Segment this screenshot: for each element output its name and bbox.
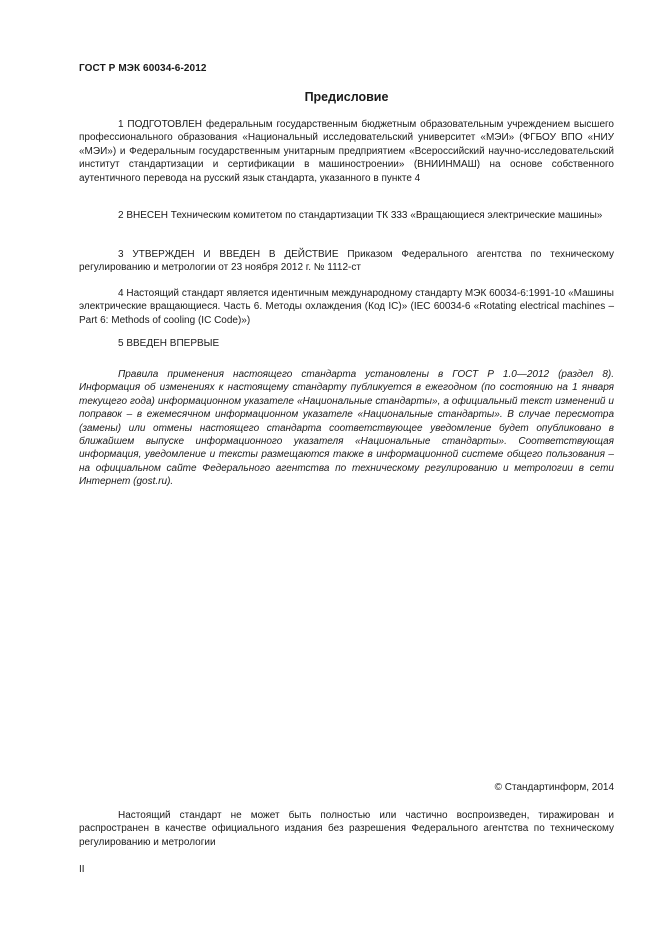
foreword-item-2-submitted: 2 ВНЕСЕН Техническим комитетом по стандартизации ТК 333 «Вращающиеся электрические машины»: [118, 210, 603, 221]
standard-code-header: ГОСТ Р МЭК 60034-6-2012: [79, 63, 207, 74]
application-rules-note: Правила применения настоящего стандарта установлены в ГОСТ Р 1.0—2012 (раздел 8). Информация об изменениях к настоящему стандарту публикуется в ежегодном (по состоянию на 1 января текущего года) информационном указателе «Национальные стандарты», а официальный текст изменений и поправок – в ежемесячном информационном указателе «Национальные стандарты». В случае пересмотра (замены) или отмены настоящего стандарта соответствующее уведомление будет опубликовано в ближайшем выпуске информационного указателя «Национальные стандарты». Соответствующая информация, уведомление и тексты размещаются также в информационной системе общего пользования – на официальном сайте Федерального агентства по техническому регулированию и метрологии в сети Интернет (gost.ru).: [79, 369, 614, 488]
page-number: II: [79, 864, 85, 875]
foreword-item-1-prepared: 1 ПОДГОТОВЛЕН федеральным государственным бюджетным образовательным учреждением высшего профессионального образования «Национальный исследовательский университет «МЭИ» (ФГБОУ ВПО «НИУ «МЭИ») и Федеральным государственным унитарным предприятием «Всероссийский научно-исследовательский институт стандартизации и сертификации в машиностроении» (ВНИИНМАШ) на основе собственного аутентичного перевода на русский язык стандарта, указанного в пункте 4: [79, 119, 614, 184]
copyright-notice: © Стандартинформ, 2014: [494, 782, 614, 793]
foreword-item-4-identical-standard: 4 Настоящий стандарт является идентичным международному стандарту МЭК 60034-6:1991-10 «Машины электрические вращающиеся. Часть 6. Методы охлаждения (Код IC)» (IEC 60034-6 «Rotating electrical machines – Part 6: Methods of cooling (IC Code)»): [79, 288, 614, 326]
reproduction-restriction-notice: Настоящий стандарт не может быть полностью или частично воспроизведен, тиражирован и распространен в качестве официального издания без разрешения Федерального агентства по техническому регулированию и метрологии: [79, 810, 614, 848]
foreword-item-5-first-introduced: 5 ВВЕДЕН ВПЕРВЫЕ: [118, 338, 220, 349]
foreword-item-3-approved: 3 УТВЕРЖДЕН И ВВЕДЕН В ДЕЙСТВИЕ Приказом Федерального агентства по техническому регулированию и метрологии от 23 ноября 2012 г. № 1112-ст: [79, 249, 614, 274]
page-title: Предисловие: [304, 90, 389, 104]
